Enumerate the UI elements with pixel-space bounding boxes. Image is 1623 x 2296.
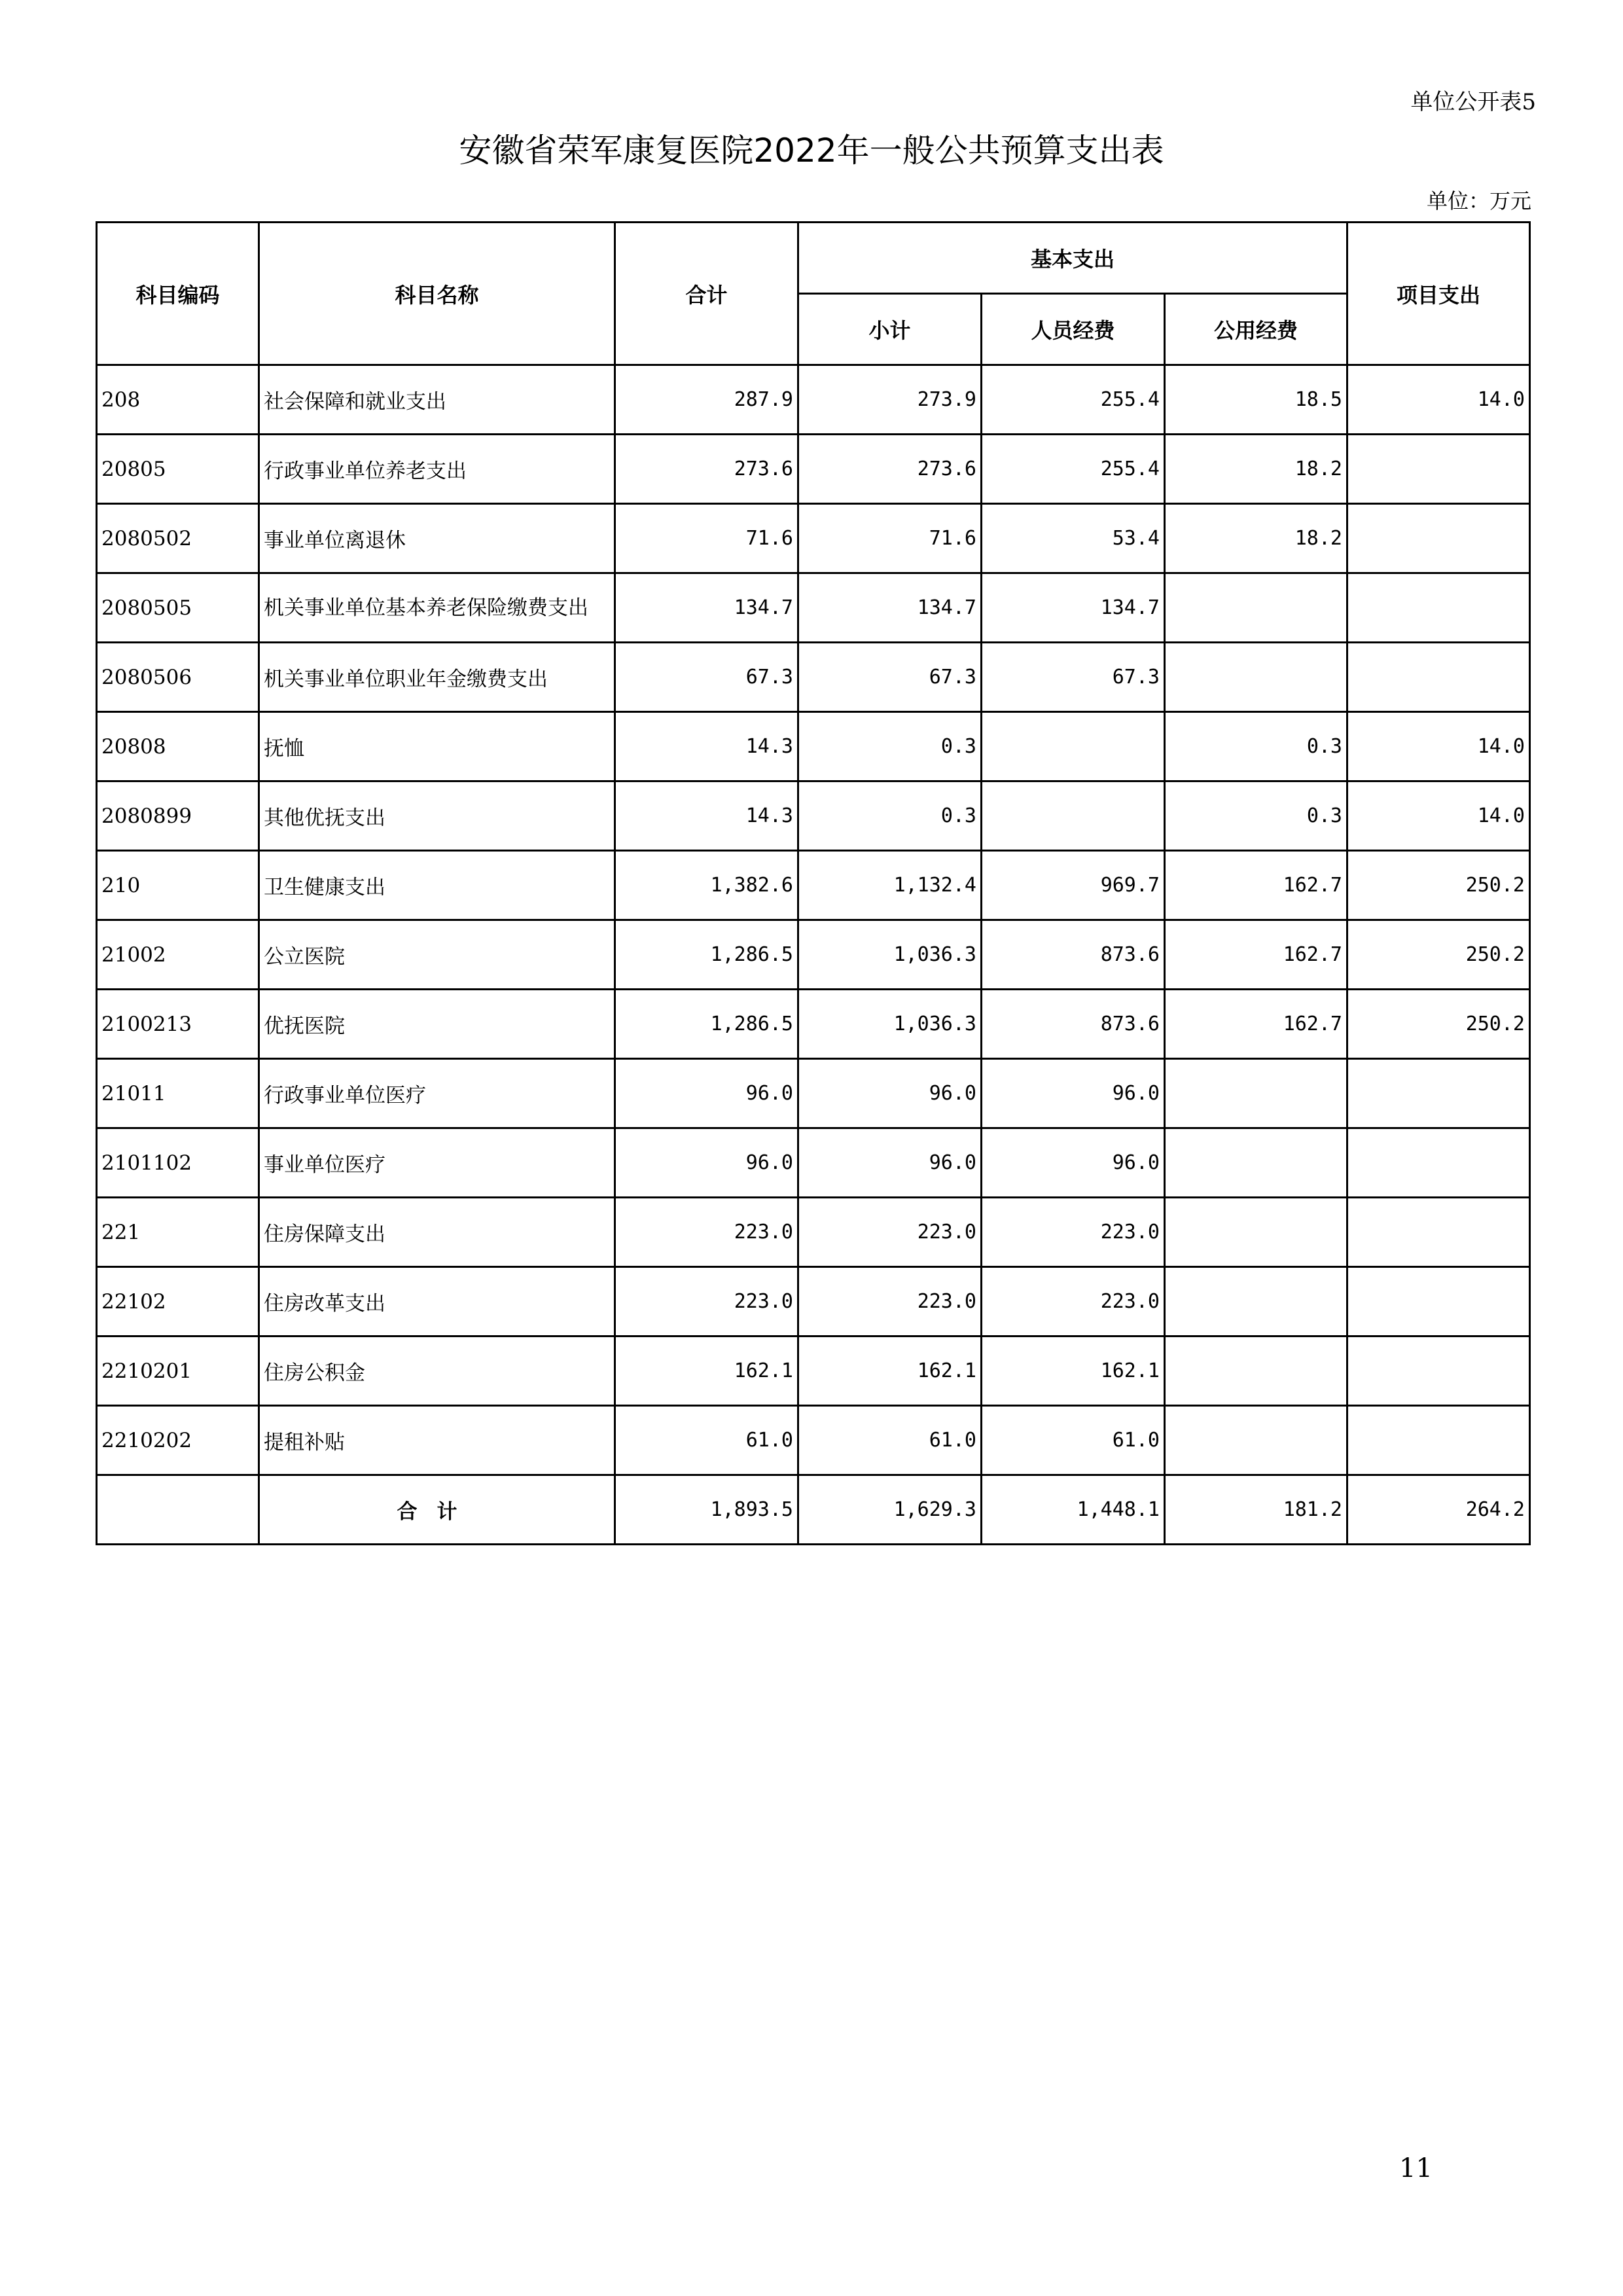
- cell-name: 社会保障和就业支出: [259, 365, 615, 435]
- table-row: [97, 1059, 1530, 1128]
- table-body: [97, 365, 1530, 1545]
- cell-personnel: 223.0: [982, 1267, 1165, 1336]
- cell-public: [1165, 1059, 1347, 1128]
- cell-subtotal: 273.6: [798, 435, 982, 504]
- cell-total: 1,286.5: [615, 990, 798, 1059]
- table-row: [97, 1336, 1530, 1406]
- cell-personnel: 162.1: [982, 1336, 1165, 1406]
- cell-public: 18.5: [1165, 365, 1347, 435]
- cell-project: 250.2: [1347, 920, 1530, 990]
- cell-personnel: 969.7: [982, 851, 1165, 920]
- cell-code: 2210202: [97, 1406, 259, 1475]
- cell-total: 67.3: [615, 643, 798, 712]
- cell-total: 96.0: [615, 1059, 798, 1128]
- cell-public: 18.2: [1165, 435, 1347, 504]
- header-code: 科目编码: [97, 223, 259, 365]
- cell-code: 2101102: [97, 1128, 259, 1198]
- cell-total: 162.1: [615, 1336, 798, 1406]
- cell-subtotal: 96.0: [798, 1059, 982, 1128]
- cell-code: 208: [97, 365, 259, 435]
- cell-project: [1347, 1059, 1530, 1128]
- cell-project: [1347, 1336, 1530, 1406]
- cell-subtotal: 223.0: [798, 1198, 982, 1267]
- cell-total: 273.6: [615, 435, 798, 504]
- cell-public: 0.3: [1165, 712, 1347, 781]
- cell-public: 18.2: [1165, 504, 1347, 573]
- cell-public: [1165, 1128, 1347, 1198]
- cell-name: 事业单位离退休: [259, 504, 615, 573]
- cell-name: 机关事业单位职业年金缴费支出: [259, 643, 615, 712]
- cell-subtotal: 134.7: [798, 573, 982, 643]
- cell-personnel: 223.0: [982, 1198, 1165, 1267]
- cell-name: 卫生健康支出: [259, 851, 615, 920]
- table-row: [97, 990, 1530, 1059]
- header-public: 公用经费: [1165, 294, 1347, 365]
- table-row: [97, 1406, 1530, 1475]
- cell-subtotal: 71.6: [798, 504, 982, 573]
- cell-subtotal: 1,036.3: [798, 990, 982, 1059]
- cell-project: 250.2: [1347, 990, 1530, 1059]
- cell-name: 优抚医院: [259, 990, 615, 1059]
- cell-project: [1347, 1267, 1530, 1336]
- cell-public: [1165, 643, 1347, 712]
- cell-personnel: 61.0: [982, 1406, 1165, 1475]
- cell-total: 1,286.5: [615, 920, 798, 990]
- header-name: 科目名称: [259, 223, 615, 365]
- cell-personnel: 873.6: [982, 990, 1165, 1059]
- table-row: [97, 573, 1530, 643]
- cell-project: 14.0: [1347, 365, 1530, 435]
- cell-total: 223.0: [615, 1198, 798, 1267]
- cell-public: [1165, 1267, 1347, 1336]
- cell-name: 公立医院: [259, 920, 615, 990]
- cell-code: 20805: [97, 435, 259, 504]
- cell-public: [1165, 1406, 1347, 1475]
- cell-code-empty: [97, 1475, 259, 1545]
- cell-code: 2080502: [97, 504, 259, 573]
- cell-name: 事业单位医疗: [259, 1128, 615, 1198]
- cell-subtotal: 96.0: [798, 1128, 982, 1198]
- total-total: 1,893.5: [615, 1475, 798, 1545]
- table-row: [97, 781, 1530, 851]
- cell-subtotal: 0.3: [798, 781, 982, 851]
- cell-subtotal: 1,036.3: [798, 920, 982, 990]
- cell-total: 71.6: [615, 504, 798, 573]
- header-basic: 基本支出: [798, 223, 1347, 294]
- form-number: 单位公开表5: [1410, 89, 1536, 115]
- cell-public: 0.3: [1165, 781, 1347, 851]
- cell-project: [1347, 1198, 1530, 1267]
- total-public: 181.2: [1165, 1475, 1347, 1545]
- cell-subtotal: 273.9: [798, 365, 982, 435]
- header-total: 合计: [615, 223, 798, 365]
- cell-public: [1165, 573, 1347, 643]
- cell-project: [1347, 573, 1530, 643]
- table-row: [97, 1198, 1530, 1267]
- cell-project: 14.0: [1347, 781, 1530, 851]
- cell-name: 住房改革支出: [259, 1267, 615, 1336]
- cell-public: 162.7: [1165, 851, 1347, 920]
- cell-total: 1,382.6: [615, 851, 798, 920]
- table-row: [97, 435, 1530, 504]
- cell-name: 住房保障支出: [259, 1198, 615, 1267]
- cell-code: 2080899: [97, 781, 259, 851]
- cell-project: 250.2: [1347, 851, 1530, 920]
- unit-label: 单位：万元: [1426, 188, 1531, 213]
- table-row: [97, 712, 1530, 781]
- table-row: [97, 920, 1530, 990]
- cell-total: 61.0: [615, 1406, 798, 1475]
- page-number: 11: [1399, 2153, 1433, 2183]
- cell-name: 机关事业单位基本养老保险缴费支出: [259, 573, 615, 643]
- table-row: [97, 643, 1530, 712]
- table-row: [97, 1267, 1530, 1336]
- cell-subtotal: 1,132.4: [798, 851, 982, 920]
- cell-name: 行政事业单位医疗: [259, 1059, 615, 1128]
- cell-project: [1347, 643, 1530, 712]
- cell-personnel: 255.4: [982, 365, 1165, 435]
- cell-code: 210: [97, 851, 259, 920]
- total-personnel: 1,448.1: [982, 1475, 1165, 1545]
- cell-project: [1347, 1128, 1530, 1198]
- cell-name: 提租补贴: [259, 1406, 615, 1475]
- header-personnel: 人员经费: [982, 294, 1165, 365]
- cell-subtotal: 67.3: [798, 643, 982, 712]
- cell-total: 223.0: [615, 1267, 798, 1336]
- cell-personnel: 255.4: [982, 435, 1165, 504]
- cell-personnel: 67.3: [982, 643, 1165, 712]
- table-row: [97, 851, 1530, 920]
- cell-subtotal: 0.3: [798, 712, 982, 781]
- budget-table: [96, 221, 1531, 1545]
- cell-total: 287.9: [615, 365, 798, 435]
- cell-total: 96.0: [615, 1128, 798, 1198]
- total-project: 264.2: [1347, 1475, 1530, 1545]
- table-row: [97, 365, 1530, 435]
- cell-personnel: 53.4: [982, 504, 1165, 573]
- cell-code: 221: [97, 1198, 259, 1267]
- cell-public: 162.7: [1165, 920, 1347, 990]
- cell-personnel: 873.6: [982, 920, 1165, 990]
- table-row: [97, 504, 1530, 573]
- cell-name: 其他优抚支出: [259, 781, 615, 851]
- cell-project: 14.0: [1347, 712, 1530, 781]
- cell-subtotal: 61.0: [798, 1406, 982, 1475]
- cell-public: [1165, 1336, 1347, 1406]
- cell-public: [1165, 1198, 1347, 1267]
- cell-personnel: 134.7: [982, 573, 1165, 643]
- table-header: [97, 223, 1530, 365]
- cell-code: 20808: [97, 712, 259, 781]
- cell-code: 21002: [97, 920, 259, 990]
- cell-subtotal: 223.0: [798, 1267, 982, 1336]
- header-project: 项目支出: [1347, 223, 1530, 365]
- cell-code: 2100213: [97, 990, 259, 1059]
- cell-project: [1347, 504, 1530, 573]
- total-row: [97, 1475, 1530, 1545]
- cell-code: 21011: [97, 1059, 259, 1128]
- cell-personnel: 96.0: [982, 1059, 1165, 1128]
- document-title: 安徽省荣军康复医院2022年一般公共预算支出表: [459, 132, 1164, 170]
- cell-project: [1347, 435, 1530, 504]
- cell-code: 22102: [97, 1267, 259, 1336]
- cell-code: 2080506: [97, 643, 259, 712]
- cell-total: 14.3: [615, 712, 798, 781]
- table-row: [97, 1128, 1530, 1198]
- cell-personnel: [982, 712, 1165, 781]
- cell-name: 住房公积金: [259, 1336, 615, 1406]
- total-label: 合计: [259, 1475, 615, 1545]
- cell-name: 行政事业单位养老支出: [259, 435, 615, 504]
- cell-total: 14.3: [615, 781, 798, 851]
- cell-personnel: 96.0: [982, 1128, 1165, 1198]
- cell-total: 134.7: [615, 573, 798, 643]
- cell-project: [1347, 1406, 1530, 1475]
- total-subtotal: 1,629.3: [798, 1475, 982, 1545]
- cell-code: 2210201: [97, 1336, 259, 1406]
- cell-public: 162.7: [1165, 990, 1347, 1059]
- cell-personnel: [982, 781, 1165, 851]
- cell-name: 抚恤: [259, 712, 615, 781]
- header-subtotal: 小计: [798, 294, 982, 365]
- cell-code: 2080505: [97, 573, 259, 643]
- cell-subtotal: 162.1: [798, 1336, 982, 1406]
